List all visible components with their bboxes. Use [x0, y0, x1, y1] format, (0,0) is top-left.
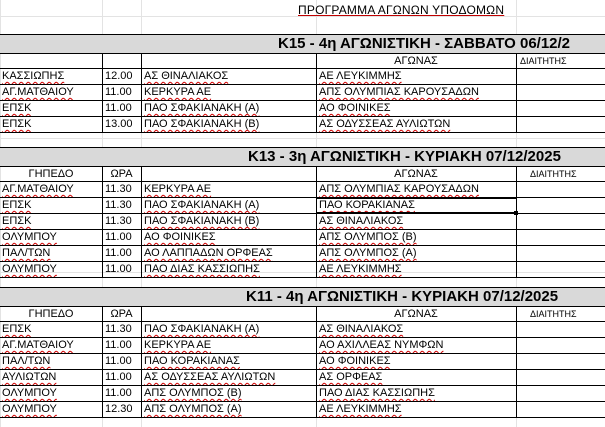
column-border [516, 167, 517, 278]
away-team-cell-selected[interactable]: ΠΑΟ ΚΟΡΑΚΙΑΝΑΣ [316, 198, 517, 213]
table-row[interactable] [0, 101, 605, 117]
table-row[interactable] [0, 370, 605, 386]
table-row[interactable] [0, 246, 605, 262]
grid-line [0, 138, 605, 139]
section-banner[interactable] [0, 287, 605, 307]
venue-cell[interactable]: ΕΠΣΚ [2, 215, 32, 227]
home-team-cell[interactable]: ΠΑΟ ΚΟΡΑΚΙΑΝΑΣ [144, 355, 240, 367]
venue-cell[interactable]: ΕΠΣΚ [2, 199, 32, 211]
away-team-cell[interactable]: ΑΣ ΟΔΥΣΣΕΑΣ ΑΥΛΙΩΤΩΝ [319, 118, 451, 130]
section-banner[interactable] [0, 34, 605, 54]
time-cell[interactable]: 11.30 [105, 183, 132, 195]
home-team-cell[interactable]: ΑΟ ΦΟΙΝΙΚΕΣ [144, 231, 216, 243]
away-team-cell[interactable]: ΑΣ ΟΡΦΕΑΣ [319, 371, 383, 383]
home-team-cell[interactable]: ΑΠΣ ΟΛΥΜΠΟΣ (Α) [144, 403, 242, 415]
referee-header: ΔΙΑΙΤΗΤΗΣ [530, 169, 577, 179]
venue-cell[interactable]: ΕΠΣΚ [2, 323, 32, 335]
time-cell[interactable]: 11.30 [105, 323, 132, 335]
referee-header: ΔΙΑΙΤΗΤΗΣ [530, 309, 577, 319]
venue-cell[interactable]: ΟΛΥΜΠΟΥ [2, 387, 57, 399]
time-cell[interactable]: 13.00 [105, 118, 133, 130]
venue-cell[interactable]: ΟΛΥΜΠΟΥ [2, 263, 57, 275]
venue-cell[interactable]: ΕΠΣΚ [2, 102, 32, 114]
time-cell[interactable]: 12.00 [105, 70, 133, 82]
away-team-cell[interactable]: ΑΕ ΛΕΥΚΙΜΜΗΣ [319, 70, 402, 82]
away-team-cell[interactable]: ΑΣ ΘΙΝΑΛΙΑΚΟΣ [319, 215, 404, 227]
home-team-cell[interactable]: ΠΑΟ ΣΦΑΚΙΑΝΑΚΗ (Α) [144, 323, 260, 335]
away-team-cell[interactable]: ΑΠΣ ΟΛΥΜΠΟΣ (Β) [319, 231, 417, 243]
match-header: ΑΓΩΝΑΣ [394, 308, 438, 320]
table-row[interactable] [0, 386, 605, 402]
time-cell[interactable]: 11.30 [105, 199, 132, 211]
venue-cell[interactable]: ΑΓ.ΜΑΤΘΑΙΟΥ [2, 339, 74, 351]
table-row[interactable] [0, 322, 605, 338]
time-cell[interactable]: 11.00 [105, 231, 132, 243]
venue-cell[interactable]: ΠΑΛ/ΤΩΝ [2, 355, 51, 367]
home-team-cell[interactable]: ΚΕΡΚΥΡΑ ΑΕ [144, 86, 212, 98]
table-row[interactable] [0, 402, 605, 418]
table-header [0, 54, 605, 69]
time-cell[interactable]: 11.00 [105, 247, 132, 259]
table-row[interactable] [0, 214, 605, 230]
away-team-cell[interactable]: ΑΠΣ ΟΛΥΜΠΙΑΣ ΚΑΡΟΥΣΑΔΩΝ [319, 183, 479, 195]
venue-cell[interactable]: ΑΓ.ΜΑΤΘΑΙΟΥ [2, 183, 74, 195]
time-cell[interactable]: 11.00 [105, 339, 132, 351]
table-header [0, 307, 605, 322]
venue-header: ΓΗΠΕΔΟ [28, 308, 74, 320]
time-cell[interactable]: 12.30 [105, 403, 133, 415]
venue-cell[interactable]: ΕΠΣΚ [2, 118, 32, 130]
venue-cell[interactable]: ΚΑΣΣΙΩΠΗΣ [2, 70, 65, 82]
away-team-cell[interactable]: ΑΕ ΛΕΥΚΙΜΜΗΣ [319, 263, 402, 275]
section-banner[interactable] [0, 147, 605, 167]
away-team-cell[interactable]: ΑΠΣ ΟΛΥΜΠΟΣ (Α) [319, 247, 417, 259]
home-team-cell[interactable]: ΠΑΟ ΔΙΑΣ ΚΑΣΣΙΩΠΗΣ [144, 263, 260, 275]
page-title: ΠΡΟΓΡΑΜΜΑ ΑΓΩΝΩΝ ΥΠΟΔΟΜΩΝ [298, 3, 505, 17]
column-border [102, 167, 103, 278]
column-border [141, 307, 142, 418]
column-border [516, 54, 517, 132]
home-team-cell[interactable]: ΚΕΡΚΥΡΑ ΑΕ [144, 183, 212, 195]
time-cell[interactable]: 11.00 [105, 263, 132, 275]
match-header: ΑΓΩΝΑΣ [394, 168, 438, 180]
venue-cell[interactable]: ΑΥΛΙΩΤΩΝ [2, 371, 57, 383]
table-row[interactable] [0, 230, 605, 246]
venue-header: ΓΗΠΕΔΟ [28, 168, 74, 180]
column-border [102, 54, 103, 132]
section-banner-text: Κ15 - 4η ΑΓΩΝΙΣΤΙΚΗ - ΣΑΒΒΑΤΟ 06/12/2 [278, 35, 571, 52]
away-team-cell[interactable]: ΑΣ ΘΙΝΑΛΙΑΚΟΣ [319, 323, 404, 335]
time-cell[interactable]: 11.00 [105, 387, 132, 399]
time-cell[interactable]: 11.00 [105, 86, 132, 98]
time-cell[interactable]: 11.30 [105, 215, 132, 227]
table-row[interactable] [0, 354, 605, 370]
table-header [0, 167, 605, 182]
table-row[interactable] [0, 182, 605, 198]
column-border [516, 307, 517, 418]
table-row[interactable] [0, 85, 605, 101]
home-team-cell[interactable]: ΠΑΟ ΣΦΑΚΙΑΝΑΚΗ (Β) [144, 215, 260, 227]
column-border [316, 167, 317, 278]
column-border [141, 167, 142, 278]
column-border [316, 54, 317, 132]
section-banner-text: Κ13 - 3η ΑΓΩΝΙΣΤΙΚΗ - ΚΥΡΙΑΚΗ 07/12/2025 [248, 148, 561, 165]
away-team-cell[interactable]: ΠΑΟ ΔΙΑΣ ΚΑΣΣΙΩΠΗΣ [319, 387, 435, 399]
home-team-cell[interactable]: ΑΠΣ ΟΛΥΜΠΟΣ (Β) [144, 387, 242, 399]
away-team-cell[interactable]: ΑΠΣ ΟΛΥΜΠΙΑΣ ΚΑΡΟΥΣΑΔΩΝ [319, 86, 479, 98]
home-team-cell[interactable]: ΑΟ ΛΑΠΠΑΔΩΝ ΟΡΦΕΑΣ [144, 247, 273, 259]
time-cell[interactable]: 11.00 [105, 371, 132, 383]
match-header: ΑΓΩΝΑΣ [394, 55, 438, 67]
venue-cell[interactable]: ΟΛΥΜΠΟΥ [2, 403, 57, 415]
time-cell[interactable]: 11.00 [105, 355, 132, 367]
column-border [316, 307, 317, 418]
column-border [141, 54, 142, 132]
home-team-cell[interactable]: ΚΕΡΚΥΡΑ ΑΕ [144, 339, 212, 351]
home-team-cell[interactable]: ΠΑΟ ΣΦΑΚΙΑΝΑΚΗ (Β) [144, 118, 260, 130]
column-border [102, 307, 103, 418]
away-team-cell[interactable]: ΑΟ ΦΟΙΝΙΚΕΣ [319, 355, 391, 367]
table-row[interactable] [0, 262, 605, 278]
time-header: ΩΡΑ [110, 168, 133, 180]
home-team-cell[interactable]: ΠΑΟ ΣΦΑΚΙΑΝΑΚΗ (Α) [144, 102, 260, 114]
away-team-cell[interactable]: ΑΟ ΑΧΙΛΛΕΑΣ ΝΥΜΦΩΝ [319, 339, 444, 351]
section-banner-text: Κ11 - 4η ΑΓΩΝΙΣΤΙΚΗ - ΚΥΡΙΑΚΗ 07/12/2025 [246, 288, 559, 305]
away-team-cell[interactable]: ΑΕ ΛΕΥΚΙΜΜΗΣ [319, 403, 402, 415]
time-cell[interactable]: 11.00 [105, 102, 132, 114]
table-row[interactable] [0, 69, 605, 85]
time-header: ΩΡΑ [110, 308, 133, 320]
home-team-cell[interactable]: ΠΑΟ ΣΦΑΚΙΑΝΑΚΗ (Α) [144, 199, 260, 211]
table-row[interactable] [0, 117, 605, 133]
table-row[interactable] [0, 338, 605, 354]
home-team-cell[interactable]: ΑΣ ΟΔΥΣΣΕΑΣ ΑΥΛΙΩΤΩΝ [144, 371, 276, 383]
venue-cell[interactable]: ΟΛΥΜΠΟΥ [2, 231, 57, 243]
away-team-cell[interactable]: ΑΟ ΦΟΙΝΙΚΕΣ [319, 102, 391, 114]
venue-cell[interactable]: ΑΓ.ΜΑΤΘΑΙΟΥ [2, 86, 74, 98]
referee-header: ΔΙΑΙΤΗΤΗΣ [520, 56, 567, 66]
venue-cell[interactable]: ΠΑΛ/ΤΩΝ [2, 247, 51, 259]
home-team-cell[interactable]: ΑΣ ΘΙΝΑΛΙΑΚΟΣ [144, 70, 229, 82]
